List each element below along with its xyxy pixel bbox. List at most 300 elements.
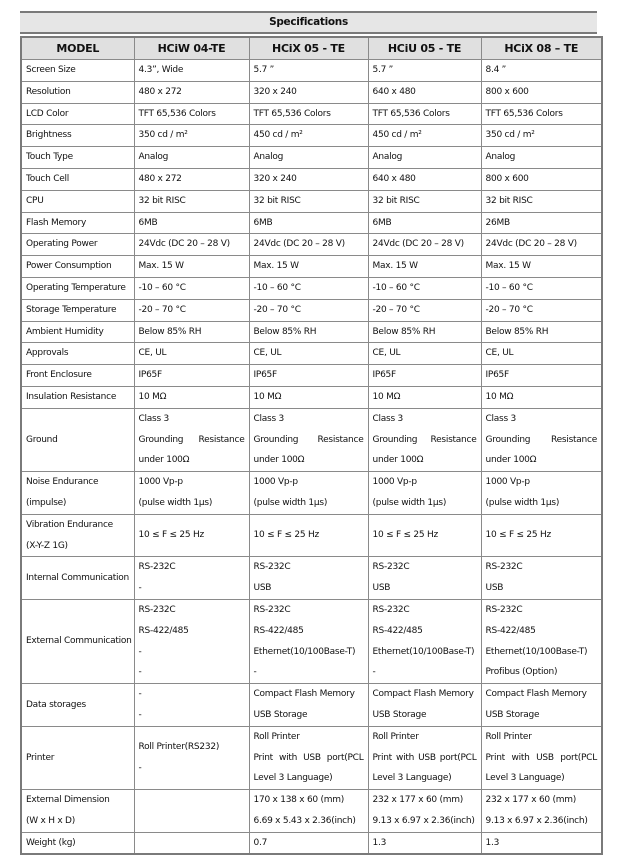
spec-cell xyxy=(481,472,602,515)
spec-cell xyxy=(134,343,249,365)
spec-cell-line: Compact Flash Memory xyxy=(485,689,587,700)
spec-cell-line: TFT 65,536 Colors xyxy=(253,108,331,119)
spec-cell-line: 6MB xyxy=(138,217,158,228)
row-label-line: Ambient Humidity xyxy=(26,326,104,337)
spec-cell-line: 480 x 272 xyxy=(138,86,182,97)
spec-cell-line xyxy=(486,430,598,451)
spec-cell-line: -20 – 70 °C xyxy=(372,304,420,315)
spec-cell-line: 32 bit RISC xyxy=(253,195,301,206)
spec-cell-line: 170 x 138 x 60 (mm) xyxy=(253,795,345,806)
spec-cell-line: RS-232C xyxy=(372,604,410,615)
spec-cell-line: Roll Printer(RS232) xyxy=(138,742,220,753)
spec-cell-line: Class 3 xyxy=(372,413,404,424)
row-label xyxy=(21,190,134,212)
row-label xyxy=(21,299,134,321)
spec-cell xyxy=(368,60,481,82)
spec-cell xyxy=(134,386,249,408)
spec-cell-line: Max. 15 W xyxy=(253,261,299,272)
row-label xyxy=(21,557,134,600)
row-label-line: (impulse) xyxy=(26,497,67,508)
spec-cell-line: 10 MΩ xyxy=(138,391,167,402)
spec-cell xyxy=(368,168,481,190)
spec-cell-line: IP65F xyxy=(253,370,277,381)
row-label xyxy=(21,60,134,82)
spec-cell-line: 1000 Vp-p xyxy=(372,477,417,488)
spec-cell-line: Below 85% RH xyxy=(485,326,549,337)
spec-cell-line: 640 x 480 xyxy=(372,173,416,184)
spec-cell xyxy=(368,726,481,789)
spec-cell-line: 450 cd / m² xyxy=(253,130,303,141)
row-label xyxy=(21,277,134,299)
spec-cell xyxy=(134,365,249,387)
spec-cell-line: Level 3 Language) xyxy=(372,773,452,784)
row-label xyxy=(21,790,134,833)
table-row xyxy=(21,386,602,408)
spec-cell xyxy=(368,557,481,600)
spec-cell-word: Resistance xyxy=(430,434,477,445)
spec-cell xyxy=(481,103,602,125)
row-label-line: External Dimension xyxy=(26,795,110,806)
spec-cell xyxy=(249,599,368,683)
row-label-line: Noise Endurance xyxy=(26,477,99,488)
spec-cell-line: -10 – 60 °C xyxy=(138,282,186,293)
row-label-line: Approvals xyxy=(26,348,69,359)
spec-cell-line: CE, UL xyxy=(485,348,514,359)
spec-cell xyxy=(134,472,249,515)
spec-cell xyxy=(481,212,602,234)
specifications-document xyxy=(20,11,601,855)
spec-cell-line: CE, UL xyxy=(138,348,167,359)
spec-cell-line: -20 – 70 °C xyxy=(138,304,186,315)
spec-cell xyxy=(134,60,249,82)
spec-cell-line: Below 85% RH xyxy=(138,326,202,337)
spec-cell xyxy=(249,81,368,103)
spec-cell xyxy=(368,234,481,256)
spec-cell-line: -20 – 70 °C xyxy=(253,304,301,315)
spec-cell-line: (pulse width 1µs) xyxy=(138,497,213,508)
table-body xyxy=(21,60,602,855)
spec-cell-line: 10 MΩ xyxy=(485,391,514,402)
spec-cell xyxy=(481,832,602,854)
spec-cell xyxy=(134,514,249,557)
spec-cell xyxy=(368,81,481,103)
spec-cell xyxy=(249,726,368,789)
spec-cell-word: Grounding xyxy=(138,434,184,445)
spec-cell xyxy=(368,472,481,515)
spec-cell-line: IP65F xyxy=(138,370,162,381)
spec-cell xyxy=(368,386,481,408)
spec-cell-line: -10 – 60 °C xyxy=(372,282,420,293)
spec-cell-line: Class 3 xyxy=(138,413,170,424)
spec-cell-line: 10 ≤ F ≤ 25 Hz xyxy=(372,530,438,541)
spec-cell xyxy=(481,60,602,82)
table-row xyxy=(21,299,602,321)
spec-cell xyxy=(249,472,368,515)
table-row xyxy=(21,321,602,343)
spec-cell-line: under 100Ω xyxy=(253,455,305,466)
table-row xyxy=(21,514,602,557)
spec-cell xyxy=(249,790,368,833)
spec-cell xyxy=(368,299,481,321)
spec-cell xyxy=(368,790,481,833)
spec-cell-line: 640 x 480 xyxy=(372,86,416,97)
table-row xyxy=(21,147,602,169)
row-label-line: Operating Power xyxy=(26,239,98,250)
spec-cell-line: USB Storage xyxy=(485,709,540,720)
spec-cell-line: 320 x 240 xyxy=(253,86,297,97)
spec-cell xyxy=(134,81,249,103)
spec-cell xyxy=(481,557,602,600)
spec-cell-line: CE, UL xyxy=(372,348,401,359)
spec-cell-line: 232 x 177 x 60 (mm) xyxy=(485,795,577,806)
spec-cell-line: Compact Flash Memory xyxy=(372,689,474,700)
spec-cell xyxy=(249,386,368,408)
spec-cell xyxy=(134,103,249,125)
spec-cell-line: Class 3 xyxy=(485,413,517,424)
spec-cell-line: 1000 Vp-p xyxy=(138,477,183,488)
spec-cell-line: USB Storage xyxy=(253,709,308,720)
spec-cell xyxy=(134,299,249,321)
column-header-hcix-05-te: HCiX 05 - TE xyxy=(249,37,368,60)
spec-cell xyxy=(249,125,368,147)
spec-cell-line: Level 3 Language) xyxy=(485,773,565,784)
spec-cell xyxy=(249,212,368,234)
spec-cell xyxy=(134,212,249,234)
row-label xyxy=(21,147,134,169)
spec-cell-line: RS-422/485 xyxy=(253,625,304,636)
spec-cell-line: Max. 15 W xyxy=(372,261,418,272)
table-row xyxy=(21,256,602,278)
row-label-line: Storage Temperature xyxy=(26,304,117,315)
spec-cell xyxy=(481,599,602,683)
header-row xyxy=(21,37,602,60)
spec-cell-line: 24Vdc (DC 20 – 28 V) xyxy=(485,239,577,250)
spec-cell-line: 24Vdc (DC 20 – 28 V) xyxy=(253,239,345,250)
spec-cell-line: TFT 65,536 Colors xyxy=(372,108,450,119)
spec-cell xyxy=(368,599,481,683)
spec-cell xyxy=(368,190,481,212)
spec-cell xyxy=(134,125,249,147)
row-label xyxy=(21,81,134,103)
spec-cell xyxy=(249,343,368,365)
spec-cell-line: Ethernet(10/100Base-T) xyxy=(485,646,588,657)
spec-cell xyxy=(249,103,368,125)
spec-cell-word: Print xyxy=(253,752,273,763)
spec-cell-line: RS-232C xyxy=(138,562,176,573)
spec-cell-line: RS-422/485 xyxy=(138,625,189,636)
row-label xyxy=(21,125,134,147)
table-row xyxy=(21,557,602,600)
row-label xyxy=(21,684,134,727)
spec-cell xyxy=(134,832,249,854)
spec-cell-line: - xyxy=(138,667,142,678)
spec-cell xyxy=(134,277,249,299)
row-label xyxy=(21,408,134,471)
spec-cell xyxy=(481,726,602,789)
spec-cell xyxy=(134,190,249,212)
spec-cell xyxy=(368,321,481,343)
row-label-line: Weight (kg) xyxy=(26,837,76,848)
row-label-line: Flash Memory xyxy=(26,217,87,228)
spec-cell-line: 0.7 xyxy=(253,837,268,848)
spec-cell-word: Grounding xyxy=(253,434,299,445)
row-label xyxy=(21,599,134,683)
spec-cell-line: under 100Ω xyxy=(485,455,537,466)
spec-cell-line: Analog xyxy=(253,152,284,163)
spec-cell-line: 350 cd / m² xyxy=(138,130,188,141)
spec-cell xyxy=(249,684,368,727)
table-row xyxy=(21,60,602,82)
table-row xyxy=(21,277,602,299)
spec-cell-line: IP65F xyxy=(372,370,396,381)
spec-cell-line: RS-422/485 xyxy=(485,625,536,636)
spec-cell xyxy=(134,599,249,683)
spec-cell-line: 320 x 240 xyxy=(253,173,297,184)
spec-cell xyxy=(249,234,368,256)
spec-cell-line: IP65F xyxy=(485,370,509,381)
spec-cell-line: 26MB xyxy=(485,217,510,228)
spec-cell-line: - xyxy=(253,667,257,678)
spec-cell-line: - xyxy=(138,762,142,773)
spec-cell-line: RS-232C xyxy=(485,562,523,573)
table-row xyxy=(21,168,602,190)
spec-cell-line: 9.13 x 6.97 x 2.36(inch) xyxy=(372,815,475,826)
spec-cell xyxy=(134,256,249,278)
row-label-line: Front Enclosure xyxy=(26,370,92,381)
table-row xyxy=(21,343,602,365)
spec-cell xyxy=(368,365,481,387)
row-label-line: Insulation Resistance xyxy=(26,391,117,402)
spec-cell xyxy=(481,343,602,365)
spec-cell xyxy=(134,726,249,789)
spec-cell-line: 4.3”, Wide xyxy=(138,65,184,75)
spec-cell-word: with xyxy=(511,752,530,763)
spec-cell-word: USB xyxy=(536,752,554,763)
row-label-line: Touch Cell xyxy=(26,173,70,184)
spec-cell-line: Ethernet(10/100Base-T) xyxy=(253,646,356,657)
spec-cell-line: RS-422/485 xyxy=(372,625,423,636)
spec-cell-line: Class 3 xyxy=(253,413,285,424)
spec-cell-line: under 100Ω xyxy=(138,455,190,466)
spec-cell xyxy=(481,168,602,190)
spec-cell xyxy=(134,684,249,727)
spec-cell-word: port(PCL xyxy=(560,752,597,763)
spec-cell-line: (pulse width 1µs) xyxy=(485,497,560,508)
spec-cell xyxy=(481,514,602,557)
spec-cell-line xyxy=(486,748,598,769)
spec-cell-line: 32 bit RISC xyxy=(485,195,533,206)
spec-cell-line: 1.3 xyxy=(372,837,387,848)
row-label-line: Touch Type xyxy=(26,152,73,163)
spec-cell xyxy=(249,277,368,299)
spec-cell-line: 5.7 ” xyxy=(372,65,394,75)
row-label-line: Resolution xyxy=(26,86,71,97)
spec-cell-line: Ethernet(10/100Base-T) xyxy=(372,646,475,657)
spec-cell-line: 10 ≤ F ≤ 25 Hz xyxy=(485,530,551,541)
spec-cell xyxy=(481,234,602,256)
row-label-line: Brightness xyxy=(26,130,72,141)
spec-cell xyxy=(481,386,602,408)
spec-cell-line: (pulse width 1µs) xyxy=(372,497,447,508)
spec-cell xyxy=(368,832,481,854)
spec-cell-word: USB xyxy=(303,752,321,763)
spec-cell-line: RS-232C xyxy=(253,604,291,615)
row-label-line: Vibration Endurance xyxy=(26,519,113,530)
spec-cell-line: 8.4 ” xyxy=(485,65,507,75)
spec-cell-line: 1.3 xyxy=(485,837,500,848)
spec-cell xyxy=(481,321,602,343)
spec-cell-word: Resistance xyxy=(551,434,597,445)
spec-cell-word: Print xyxy=(485,752,505,763)
spec-cell-line: Profibus (Option) xyxy=(485,667,558,678)
spec-cell xyxy=(249,365,368,387)
row-label xyxy=(21,256,134,278)
row-label-line: (X-Y-Z 1G) xyxy=(26,540,68,551)
spec-cell xyxy=(481,147,602,169)
spec-cell-line: 1000 Vp-p xyxy=(253,477,298,488)
row-label-line: Internal Communication xyxy=(26,572,129,583)
spec-cell-line: 232 x 177 x 60 (mm) xyxy=(372,795,464,806)
spec-cell xyxy=(481,125,602,147)
row-label-line: Operating Temperature xyxy=(26,282,126,293)
spec-cell-word: Print xyxy=(372,752,392,763)
spec-cell-line: Analog xyxy=(485,152,516,163)
row-label-line: Ground xyxy=(26,434,58,445)
row-label-line: CPU xyxy=(26,195,44,206)
spec-cell-line: 10 MΩ xyxy=(253,391,282,402)
spec-cell xyxy=(134,168,249,190)
spec-cell-line: - xyxy=(138,583,142,594)
row-label-line: External Communication xyxy=(26,636,132,647)
table-row xyxy=(21,684,602,727)
table-row xyxy=(21,190,602,212)
spec-cell-line: 480 x 272 xyxy=(138,173,182,184)
spec-cell-line: 800 x 600 xyxy=(485,86,529,97)
spec-cell-line: Analog xyxy=(138,152,169,163)
spec-cell-line: - xyxy=(138,709,142,720)
spec-cell-line: Compact Flash Memory xyxy=(253,689,355,700)
spec-cell-word: Grounding xyxy=(372,434,418,445)
spec-cell-line: -20 – 70 °C xyxy=(485,304,533,315)
spec-cell xyxy=(481,256,602,278)
row-label xyxy=(21,832,134,854)
spec-cell-line: under 100Ω xyxy=(372,455,424,466)
spec-cell-line: 6MB xyxy=(372,217,392,228)
spec-cell-line: RS-232C xyxy=(138,604,176,615)
spec-cell-line: Below 85% RH xyxy=(372,326,436,337)
spec-cell-line: 10 ≤ F ≤ 25 Hz xyxy=(138,530,204,541)
spec-cell xyxy=(249,408,368,471)
row-label-line: Printer xyxy=(26,752,55,763)
spec-cell-line: Max. 15 W xyxy=(138,261,184,272)
spec-cell xyxy=(249,147,368,169)
spec-cell xyxy=(481,190,602,212)
column-header-hciu-05-te: HCiU 05 - TE xyxy=(368,37,481,60)
spec-cell xyxy=(368,212,481,234)
spec-cell-line: - xyxy=(372,667,376,678)
spec-cell-line: RS-232C xyxy=(253,562,291,573)
spec-cell-line: - xyxy=(138,689,142,700)
spec-cell xyxy=(134,790,249,833)
spec-cell-line: USB Storage xyxy=(372,709,427,720)
spec-cell xyxy=(368,256,481,278)
spec-cell xyxy=(368,277,481,299)
row-label xyxy=(21,343,134,365)
table-row xyxy=(21,365,602,387)
spec-cell xyxy=(134,557,249,600)
spec-cell xyxy=(134,408,249,471)
spec-cell-line: 450 cd / m² xyxy=(372,130,422,141)
spec-cell-line: 800 x 600 xyxy=(485,173,529,184)
row-label xyxy=(21,321,134,343)
spec-cell-line: - xyxy=(138,646,142,657)
table-row xyxy=(21,726,602,789)
spec-cell-line: (pulse width 1µs) xyxy=(253,497,328,508)
spec-cell-word: port(PCL xyxy=(439,752,477,763)
spec-cell xyxy=(368,103,481,125)
spec-cell-line: 10 MΩ xyxy=(372,391,401,402)
spec-cell xyxy=(134,147,249,169)
spec-cell-line: Analog xyxy=(372,152,403,163)
spec-cell-line: 32 bit RISC xyxy=(138,195,186,206)
spec-cell xyxy=(481,365,602,387)
spec-cell-line xyxy=(373,748,477,769)
spec-cell-line: RS-232C xyxy=(485,604,523,615)
row-label xyxy=(21,168,134,190)
row-label-line: Data storages xyxy=(26,699,86,710)
spec-cell xyxy=(249,299,368,321)
spec-cell xyxy=(481,277,602,299)
spec-cell-line: -10 – 60 °C xyxy=(485,282,533,293)
column-header-model: MODEL xyxy=(21,37,134,60)
spec-cell xyxy=(481,408,602,471)
table-row xyxy=(21,832,602,854)
row-label-line: Power Consumption xyxy=(26,261,112,272)
spec-cell xyxy=(368,408,481,471)
spec-cell xyxy=(249,514,368,557)
table-row xyxy=(21,234,602,256)
table-row xyxy=(21,212,602,234)
spec-cell xyxy=(481,684,602,727)
spec-cell-line: 1000 Vp-p xyxy=(485,477,530,488)
spec-cell-line xyxy=(254,748,364,769)
row-label xyxy=(21,472,134,515)
table-row xyxy=(21,472,602,515)
spec-cell-line: 32 bit RISC xyxy=(372,195,420,206)
table-row xyxy=(21,125,602,147)
spec-cell-word: with xyxy=(395,752,415,763)
spec-cell-line: 5.7 ” xyxy=(253,65,275,75)
spec-cell xyxy=(249,60,368,82)
spec-cell-word: USB xyxy=(418,752,436,763)
spec-cell xyxy=(368,514,481,557)
spec-cell-line: 350 cd / m² xyxy=(485,130,535,141)
spec-cell-word: with xyxy=(278,752,298,763)
table-row xyxy=(21,790,602,833)
spec-cell-line: USB xyxy=(485,583,504,594)
spec-cell-line: 9.13 x 6.97 x 2.36(inch) xyxy=(485,815,588,826)
column-header-hciw-04-te: HCiW 04-TE xyxy=(134,37,249,60)
spec-cell-line: 10 ≤ F ≤ 25 Hz xyxy=(253,530,319,541)
spec-cell-word: Resistance xyxy=(198,434,245,445)
spec-cell-line: -10 – 60 °C xyxy=(253,282,301,293)
spec-cell xyxy=(368,684,481,727)
spec-cell-line: Level 3 Language) xyxy=(253,773,333,784)
table-row xyxy=(21,103,602,125)
spec-cell-line xyxy=(254,430,364,451)
spec-cell-line: Roll Printer xyxy=(485,731,532,742)
row-label-line: LCD Color xyxy=(26,108,69,119)
